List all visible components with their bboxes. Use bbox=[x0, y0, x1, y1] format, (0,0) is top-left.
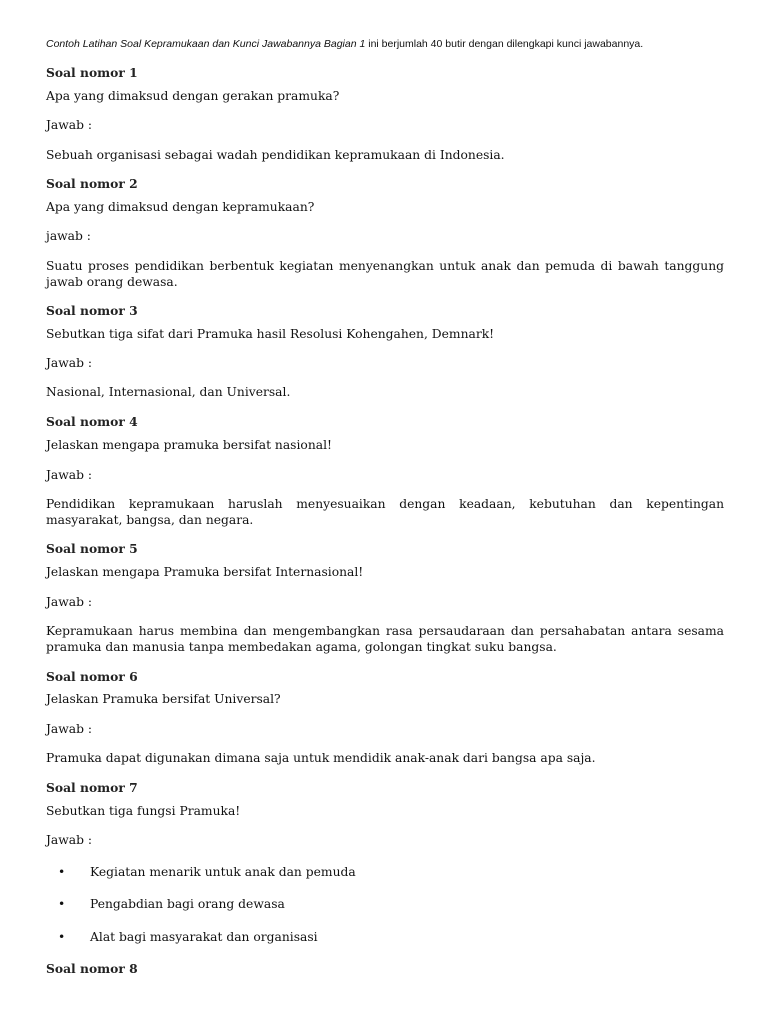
question-2-answer: Suatu proses pendidikan berbentuk kegiatan menyenangkan untuk anak dan pemuda di bawah tanggung jawab orang dewasa. bbox=[46, 259, 724, 289]
list-item-text: Alat bagi masyarakat dan organisasi bbox=[90, 930, 318, 944]
bullet-icon: • bbox=[58, 865, 66, 879]
question-6-answer: Pramuka dapat digunakan dimana saja untuk mendidik anak-anak dari bangsa apa saja. bbox=[46, 751, 596, 765]
intro-title: Contoh Latihan Soal Kepramukaan dan Kunci Jawabannya Bagian 1 bbox=[46, 38, 366, 50]
question-2-heading: Soal nomor 2 bbox=[46, 176, 138, 191]
intro-rest: ini berjumlah 40 butir dengan dilengkapi kunci jawabannya. bbox=[365, 38, 644, 50]
list-item bbox=[58, 864, 356, 880]
question-6-text: Jelaskan Pramuka bersifat Universal? bbox=[46, 692, 281, 706]
question-4-text: Jelaskan mengapa pramuka bersifat nasional! bbox=[46, 438, 332, 452]
list-item-text: Kegiatan menarik untuk anak dan pemuda bbox=[90, 865, 356, 879]
question-2-answer-label: jawab : bbox=[46, 229, 91, 243]
list-item bbox=[58, 896, 285, 912]
question-7-answer-label: Jawab : bbox=[46, 833, 93, 847]
question-4-heading: Soal nomor 4 bbox=[46, 414, 138, 429]
bullet-icon: • bbox=[58, 930, 66, 944]
list-item-text: Pengabdian bagi orang dewasa bbox=[90, 897, 285, 911]
bullet-icon: • bbox=[58, 897, 66, 911]
question-6-answer-label: Jawab : bbox=[46, 722, 93, 736]
question-8-heading: Soal nomor 8 bbox=[46, 961, 138, 976]
question-5-text: Jelaskan mengapa Pramuka bersifat Internasional! bbox=[46, 565, 364, 579]
question-3-text: Sebutkan tiga sifat dari Pramuka hasil Resolusi Kohengahen, Demnark! bbox=[46, 327, 495, 341]
list-item bbox=[58, 929, 318, 945]
question-1-text: Apa yang dimaksud dengan gerakan pramuka? bbox=[46, 89, 340, 103]
question-1-heading: Soal nomor 1 bbox=[46, 65, 138, 80]
question-2-text: Apa yang dimaksud dengan kepramukaan? bbox=[46, 200, 315, 214]
question-7-text: Sebutkan tiga fungsi Pramuka! bbox=[46, 804, 241, 818]
question-1-answer: Sebuah organisasi sebagai wadah pendidikan kepramukaan di Indonesia. bbox=[46, 148, 505, 162]
question-4-answer-label: Jawab : bbox=[46, 468, 93, 482]
question-3-heading: Soal nomor 3 bbox=[46, 303, 138, 318]
question-6-heading: Soal nomor 6 bbox=[46, 669, 138, 684]
question-3-answer-label: Jawab : bbox=[46, 356, 93, 370]
question-3-answer: Nasional, Internasional, dan Universal. bbox=[46, 385, 291, 399]
question-5-heading: Soal nomor 5 bbox=[46, 541, 138, 556]
question-5-answer: Kepramukaan harus membina dan mengembangkan rasa persaudaraan dan persahabatan antara sesama pramuka dan manusia tanpa membedakan agama, golongan tingkat suku bangsa. bbox=[46, 624, 724, 654]
question-5-answer-label: Jawab : bbox=[46, 595, 93, 609]
question-4-answer: Pendidikan kepramukaan haruslah menyesuaikan dengan keadaan, kebutuhan dan kepentingan masyarakat, bangsa, dan negara. bbox=[46, 497, 724, 527]
intro-text bbox=[46, 38, 746, 50]
question-7-heading: Soal nomor 7 bbox=[46, 780, 138, 795]
question-1-answer-label: Jawab : bbox=[46, 118, 93, 132]
